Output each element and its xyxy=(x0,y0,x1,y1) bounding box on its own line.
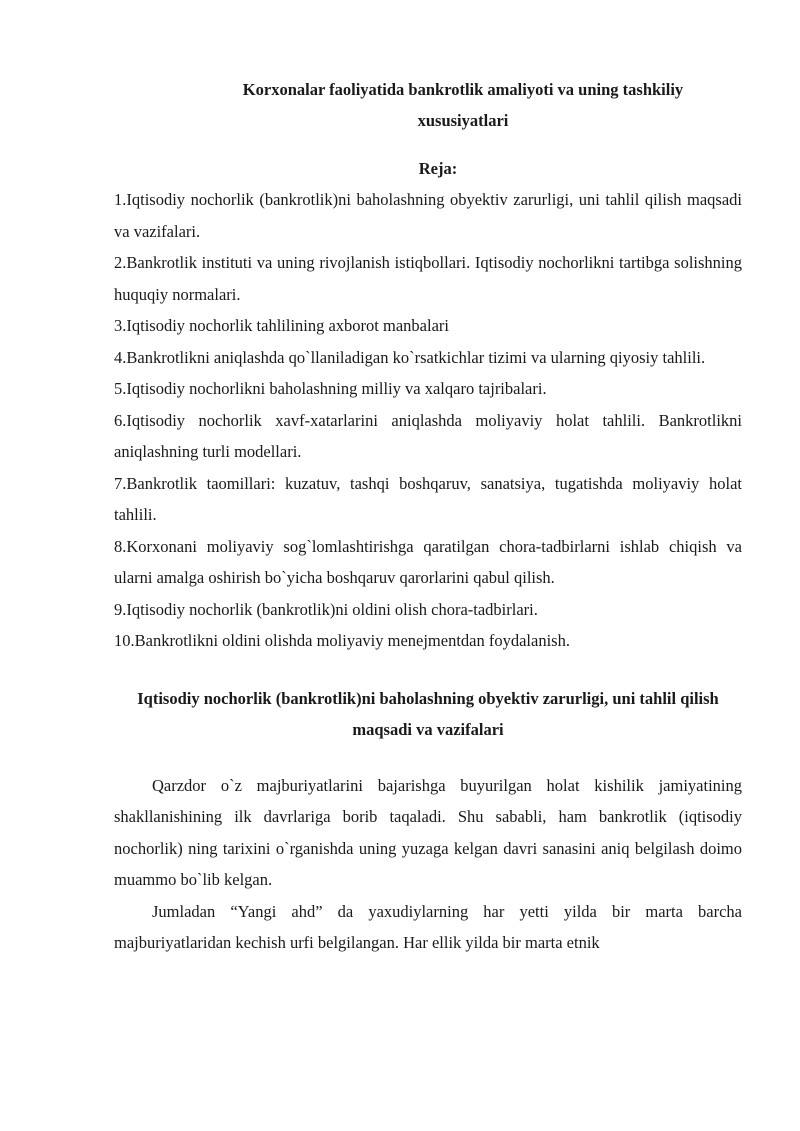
plan-item-2: 2.Bankrotlik instituti va uning rivojlanish istiqbollari. Iqtisodiy nochorlikni tartibga solishning huquqiy normalari. xyxy=(114,253,742,304)
document-title xyxy=(114,74,742,136)
plan-item-4: 4.Bankrotlikni aniqlashda qo`llaniladigan ko`rsatkichlar tizimi va ularning qiyosiy tahlili. xyxy=(114,347,706,367)
document-title-line-1: Korxonalar faoliyatida bankrotlik amaliyoti va uning tashkiliy xyxy=(242,80,684,99)
document-title-line-2: xususiyatlari xyxy=(417,111,509,130)
plan-item-9: 9.Iqtisodiy nochorlik (bankrotlik)ni oldini olish chora-tadbirlari. xyxy=(114,599,538,619)
plan-item-10: 10.Bankrotlikni oldini olishda moliyaviy menejmentdan foydalanish. xyxy=(114,631,570,650)
plan-item-5: 5.Iqtisodiy nochorlikni baholashning milliy va xalqaro tajribalari. xyxy=(114,379,547,398)
plan-item-3: 3.Iqtisodiy nochorlik tahlilining axborot manbalari xyxy=(114,316,449,335)
plan-list xyxy=(114,184,742,657)
plan-item-7: 7.Bankrotlik taomillari: kuzatuv, tashqi boshqaruv, sanatsiya, tugatishda moliyaviy holat tahlili. xyxy=(114,473,742,524)
plan-item-1: 1.Iqtisodiy nochorlik (bankrotlik)ni baholashning obyektiv zarurligi, uni tahlil qilish maqsadi va vazifalari. xyxy=(114,190,742,241)
section-heading: Iqtisodiy nochorlik (bankrotlik)ni baholashning obyektiv zarurligi, uni tahlil qilish maqsadi va vazifalari xyxy=(137,688,719,739)
body-text xyxy=(114,770,742,959)
paragraph-1: Qarzdor o`z majburiyatlarini bajarishga buyurilgan holat kishilik jamiyatining shakllanishining ilk davrlariga borib taqaladi. Shu sababli, ham bankrotlik (iqtisodiy nochorlik) ning tarixini o`rganishda uning yuzaga kelgan davri sanasini aniq belgilash doimo muammo bo`lib kelgan. xyxy=(114,775,742,889)
plan-item-6: 6.Iqtisodiy nochorlik xavf-xatarlarini aniqlashda moliyaviy holat tahlili. Bankrotlikni aniqlashning turli modellari. xyxy=(114,410,742,461)
document-page xyxy=(114,74,742,959)
paragraph-2: Jumladan “Yangi ahd” da yaxudiylarning har yetti yilda bir marta barcha majburiyatlaridan kechish urfi belgilangan. Har ellik yilda bir marta etnik xyxy=(114,901,742,952)
plan-item-8: 8.Korxonani moliyaviy sog`lomlashtirishga qaratilgan chora-tadbirlarni ishlab chiqish va ularni amalga oshirish bo`yicha boshqaruv qarorlarini qabul qilish. xyxy=(114,536,742,587)
plan-heading: Reja: xyxy=(418,159,458,178)
